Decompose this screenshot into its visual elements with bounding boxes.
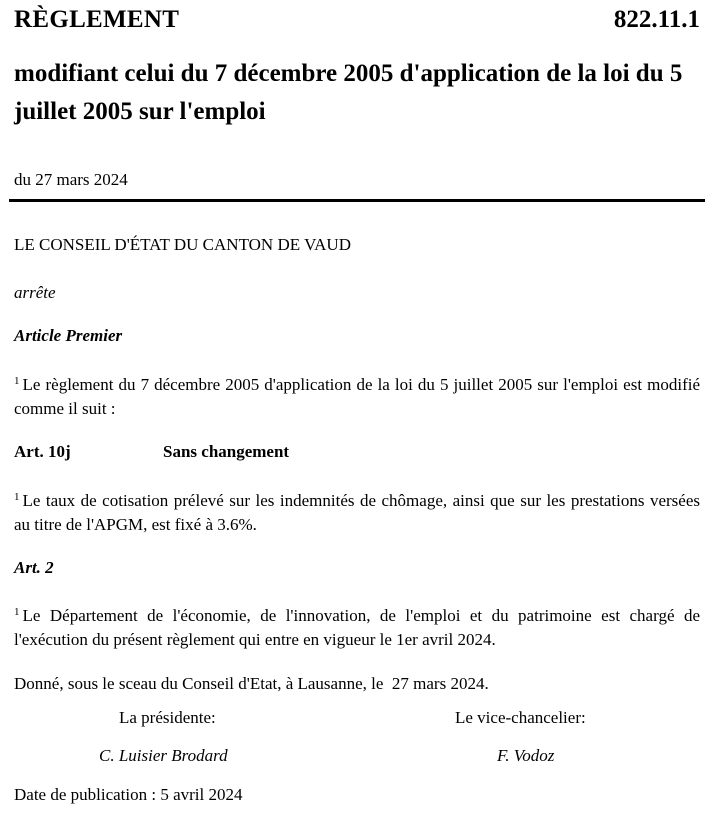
signer-1-role: La présidente: — [119, 708, 216, 727]
paragraph-number: 1 — [14, 606, 20, 618]
given-clause: Donné, sous le sceau du Conseil d'Etat, à Lausanne, le 27 mars 2024. — [14, 674, 489, 693]
article-1-paragraph-1 — [14, 369, 700, 421]
article-1-heading: Article Premier — [14, 326, 123, 345]
publication-date: Date de publication : 5 avril 2024 — [14, 785, 243, 804]
decree-word: arrête — [14, 283, 56, 302]
paragraph-number: 1 — [14, 491, 20, 503]
article-2-heading: Art. 2 — [14, 558, 54, 577]
paragraph-number: 1 — [14, 375, 20, 387]
paragraph-text: Le taux de cotisation prélevé sur les indemnités de chômage, ainsi que sur les prestations versées au titre de l'APGM, est fixé à 3.6%. — [14, 491, 700, 534]
document-title: modifiant celui du 7 décembre 2005 d'application de la loi du 5 juillet 2005 sur l'emploi — [14, 60, 683, 125]
art-10j-paragraph-1 — [14, 485, 700, 537]
signer-1-name: C. Luisier Brodard — [99, 746, 228, 765]
art-10j-label: Art. 10j — [14, 442, 71, 461]
document-type: RÈGLEMENT — [14, 6, 180, 33]
document-number: 822.11.1 — [613, 6, 700, 33]
document-date: du 27 mars 2024 — [14, 170, 128, 189]
art-10j-title: Sans changement — [163, 442, 290, 461]
authority: LE CONSEIL D'ÉTAT DU CANTON DE VAUD — [14, 235, 351, 254]
header-divider — [9, 199, 705, 202]
paragraph-text: Le règlement du 7 décembre 2005 d'application de la loi du 5 juillet 2005 sur l'emploi est modifié comme il suit : — [14, 375, 700, 418]
signer-2-name: F. Vodoz — [497, 746, 555, 765]
article-2-paragraph-1 — [14, 600, 700, 652]
paragraph-text: Le Département de l'économie, de l'innovation, de l'emploi et du patrimoine est chargé de l'exécution du présent règlement qui entre en vigueur le 1er avril 2024. — [14, 606, 700, 649]
signer-2-role: Le vice-chancelier: — [455, 708, 586, 727]
